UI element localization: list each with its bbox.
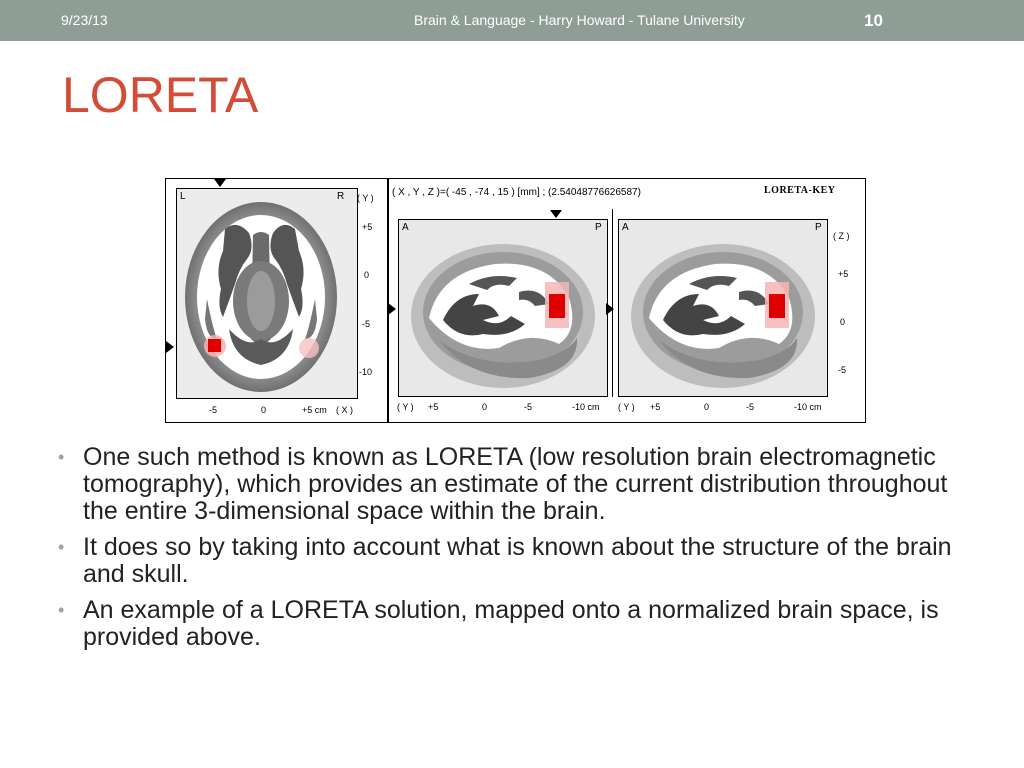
sagittal-x-tick: 0 [482, 402, 488, 412]
third-y-tick: 0 [840, 317, 846, 327]
sagittal-slice-pane [398, 219, 608, 397]
sagittal-posterior-label: P [595, 222, 602, 233]
axial-y-axis-label: ( Y ) [357, 193, 374, 203]
marker-triangle-icon [214, 179, 226, 187]
third-z-axis-label: ( Z ) [833, 231, 850, 241]
third-slice-pane [618, 219, 828, 397]
slide-title: LORETA [62, 67, 259, 123]
bullet-list [58, 444, 958, 660]
axial-x-tick: 0 [261, 405, 267, 415]
third-x-axis-label: ( Y ) [618, 402, 635, 412]
axial-y-tick: -5 [362, 319, 371, 329]
third-x-tick: +5 [650, 402, 661, 412]
loreta-figure [165, 178, 866, 423]
loreta-key-label: LORETA-KEY [764, 185, 836, 196]
slide-date: 9/23/13 [61, 12, 108, 28]
marker-triangle-icon [388, 303, 396, 315]
third-brain-image [619, 220, 827, 396]
bullet-text: One such method is known as LORETA (low resolution brain electromagnetic tomography), which provides an estimate of the current distribution throughout the entire 3-dimensional space within the brain. [83, 443, 948, 525]
bullet-dot-icon: • [58, 447, 65, 467]
axial-brain-image [177, 189, 357, 398]
bullet-text: An example of a LORETA solution, mapped onto a normalized brain space, is provided above. [83, 596, 939, 651]
sagittal-x-tick: -10 cm [572, 402, 600, 412]
axial-x-axis-label: ( X ) [336, 405, 353, 415]
bullet-item [58, 597, 958, 651]
axial-right-label: R [337, 191, 345, 202]
third-x-tick: -10 cm [794, 402, 822, 412]
third-x-tick: -5 [746, 402, 755, 412]
axial-x-tick: +5 cm [302, 405, 327, 415]
bullet-item [58, 534, 958, 588]
sagittal-brain-image [399, 220, 607, 396]
bullet-text: It does so by taking into account what is known about the structure of the brain and skull. [83, 533, 952, 588]
marker-triangle-icon [606, 303, 614, 315]
axial-left-label: L [180, 191, 186, 202]
axial-slice-pane [176, 188, 358, 399]
sagittal-x-tick: -5 [524, 402, 533, 412]
third-anterior-label: A [622, 222, 629, 233]
bullet-dot-icon: • [58, 537, 65, 557]
marker-triangle-icon [550, 210, 562, 218]
third-x-tick: 0 [704, 402, 710, 412]
axial-x-tick: -5 [209, 405, 218, 415]
sagittal-x-tick: +5 [428, 402, 439, 412]
bullet-dot-icon: • [58, 600, 65, 620]
coordinate-readout: ( X , Y , Z )=( -45 , -74 , 15 ) [mm] ; (2.54048776626587) [392, 187, 641, 198]
third-posterior-label: P [815, 222, 822, 233]
axial-y-tick: +5 [362, 222, 373, 232]
third-y-tick: +5 [838, 269, 849, 279]
marker-triangle-icon [166, 341, 174, 353]
pane-divider [387, 179, 389, 422]
bullet-item [58, 444, 958, 525]
sagittal-x-axis-label: ( Y ) [397, 402, 414, 412]
axial-y-tick: -10 [359, 367, 373, 377]
page-number: 10 [864, 11, 883, 30]
slide-footer: Brain & Language - Harry Howard - Tulane University [414, 12, 745, 28]
axial-y-tick: 0 [364, 270, 370, 280]
third-y-tick: -5 [838, 365, 847, 375]
header-bar [0, 0, 1024, 41]
sagittal-anterior-label: A [402, 222, 409, 233]
